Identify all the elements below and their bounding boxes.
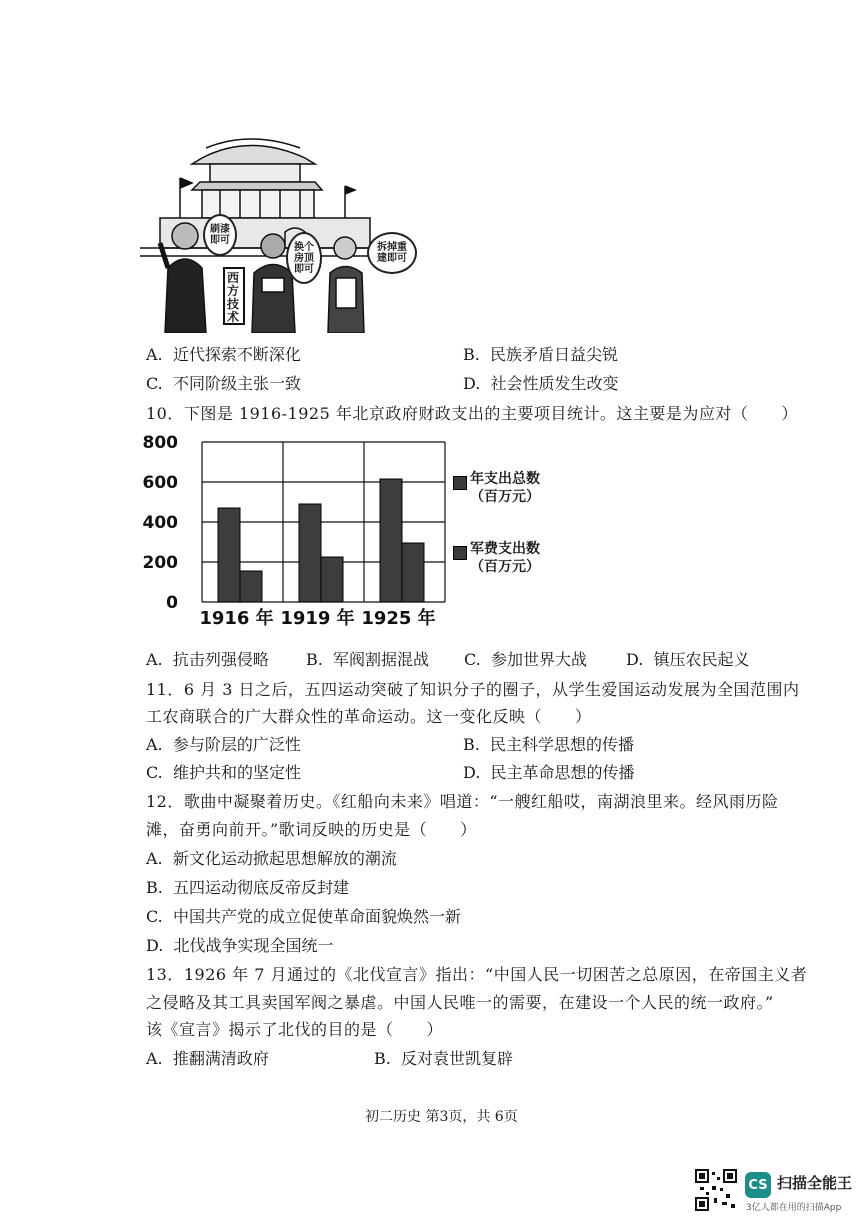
option-letter: A.	[146, 849, 163, 868]
legend-military-line1: 军费支出数	[470, 541, 540, 557]
x-tick-label: 1925 年	[361, 608, 436, 629]
bar-total-expenditure	[380, 479, 402, 602]
q12-option-d[interactable]	[146, 935, 334, 957]
option-text: 军阀割据混战	[333, 650, 430, 669]
option-letter: D.	[463, 374, 481, 393]
q13-option-a[interactable]	[146, 1048, 269, 1070]
speech-bubble-left: 刷漆 即可	[203, 214, 237, 256]
q11-stem-line2: 工农商联合的广大群众性的革命运动。这一变化反映（ ）	[146, 707, 592, 726]
y-tick-label: 200	[142, 553, 178, 573]
q9-option-d[interactable]	[463, 373, 619, 395]
option-letter: B.	[463, 735, 480, 754]
q11-option-a[interactable]	[146, 734, 301, 756]
option-text: 中国共产党的成立促使革命面貌焕然一新	[172, 907, 461, 926]
speech-bubble-middle: 换个 房顶 即可	[286, 232, 322, 284]
q11-option-c[interactable]	[146, 762, 301, 784]
x-tick-label: 1916 年	[199, 608, 274, 629]
scanner-app-name: 扫描全能王	[777, 1174, 853, 1192]
option-letter: A.	[146, 345, 163, 364]
option-text: 推翻满清政府	[172, 1049, 269, 1068]
option-text: 反对袁世凯复辟	[401, 1049, 514, 1068]
y-tick-label: 0	[166, 593, 178, 613]
option-letter: D.	[463, 763, 481, 782]
q11-stem-line1: 11．6 月 3 日之后，五四运动突破了知识分子的圈子，从学生爱国运动发展为全国范围内	[146, 680, 800, 699]
q11-option-d[interactable]	[463, 762, 635, 784]
q10-stem: 10．下图是 1916-1925 年北京政府财政支出的主要项目统计。这主要是为应对（ ）	[146, 404, 798, 423]
option-letter: B.	[146, 878, 163, 897]
tiananmen-cartoon-drawing	[140, 128, 380, 333]
legend-swatch-military	[453, 546, 467, 560]
option-letter: A.	[146, 735, 163, 754]
option-letter: D.	[626, 650, 644, 669]
option-letter: C.	[464, 650, 481, 669]
option-text: 民族矛盾日益尖锐	[490, 345, 619, 364]
option-text: 镇压农民起义	[653, 650, 750, 669]
q13-stem-line1: 13．1926 年 7 月通过的《北伐宣言》指出：“中国人民一切困苦之总原因，在帝国主义者	[146, 965, 808, 984]
bar-total-expenditure	[299, 504, 321, 602]
option-letter: C.	[146, 763, 163, 782]
legend-swatch-total	[453, 476, 467, 490]
q12-option-a[interactable]	[146, 848, 397, 870]
option-text: 社会性质发生改变	[490, 374, 619, 393]
legend-label-military	[470, 540, 540, 576]
q13-stem-line3: 该《宣言》揭示了北伐的目的是（ ）	[146, 1020, 444, 1039]
q10-option-a[interactable]	[146, 649, 269, 671]
legend-label-total	[470, 470, 540, 506]
expenditure-bar-chart	[140, 434, 470, 634]
y-tick-label: 800	[142, 434, 178, 453]
page-footer: 初二历史 第3页，共 6页	[365, 1109, 518, 1125]
option-text: 不同阶级主张一致	[172, 374, 301, 393]
q9-option-a[interactable]	[146, 344, 301, 366]
option-letter: B.	[306, 650, 323, 669]
bar-military-expenditure	[240, 571, 262, 602]
option-text: 参与阶层的广泛性	[172, 735, 301, 754]
option-letter: B.	[463, 345, 480, 364]
option-letter: A.	[146, 1049, 163, 1068]
option-text: 北伐战争实现全国统一	[173, 936, 334, 955]
q10-option-b[interactable]	[306, 649, 429, 671]
option-letter: B.	[374, 1049, 391, 1068]
option-text: 近代探索不断深化	[172, 345, 301, 364]
bar-total-expenditure	[218, 508, 240, 602]
option-text: 民主科学思想的传播	[490, 735, 635, 754]
option-letter: C.	[146, 374, 163, 393]
cartoon-illustration	[140, 128, 380, 333]
option-text: 五四运动彻底反帝反封建	[173, 878, 350, 897]
q10-option-d[interactable]	[626, 649, 750, 671]
q13-stem-line2: 之侵略及其工具卖国军阀之暴虐。中国人民唯一的需要，在建设一个人民的统一政府。”	[146, 993, 774, 1012]
q11-option-b[interactable]	[463, 734, 634, 756]
option-letter: D.	[146, 936, 164, 955]
q12-option-c[interactable]	[146, 906, 461, 928]
x-tick-label: 1919 年	[280, 608, 355, 629]
option-text: 民主革命思想的传播	[490, 763, 635, 782]
option-text: 新文化运动掀起思想解放的潮流	[172, 849, 397, 868]
q13-option-b[interactable]	[374, 1048, 513, 1070]
option-letter: A.	[146, 650, 163, 669]
legend-total-line2: （百万元）	[470, 489, 540, 505]
qr-code	[694, 1168, 738, 1212]
speech-bubble-right: 拆掉重 建即可	[367, 232, 417, 274]
cartoon-sign-text: 西方技术	[226, 271, 239, 324]
y-tick-label: 400	[142, 513, 178, 533]
q9-option-b[interactable]	[463, 344, 618, 366]
q9-option-c[interactable]	[146, 373, 301, 395]
q12-stem-line2: 滩，奋勇向前开。”歌词反映的历史是（ ）	[146, 820, 477, 839]
legend-military-line2: （百万元）	[470, 559, 540, 575]
option-text: 参加世界大战	[490, 650, 587, 669]
q12-option-b[interactable]	[146, 877, 349, 899]
qr-code-graphic	[694, 1168, 738, 1212]
q12-stem-line1: 12．歌曲中凝聚着历史。《红船向未来》唱道：“一艘红船哎，南湖浪里来。经风雨历险	[146, 792, 779, 811]
bar-military-expenditure	[321, 557, 343, 602]
bar-military-expenditure	[402, 543, 424, 602]
scanner-app-tagline: 3亿人都在用的扫描App	[746, 1203, 842, 1213]
legend-total-line1: 年支出总数	[470, 471, 540, 487]
option-text: 维护共和的坚定性	[172, 763, 301, 782]
y-tick-label: 600	[142, 473, 178, 493]
q10-option-c[interactable]	[464, 649, 587, 671]
option-text: 抗击列强侵略	[172, 650, 269, 669]
scanner-app-logo: CS	[745, 1172, 771, 1198]
option-letter: C.	[146, 907, 163, 926]
